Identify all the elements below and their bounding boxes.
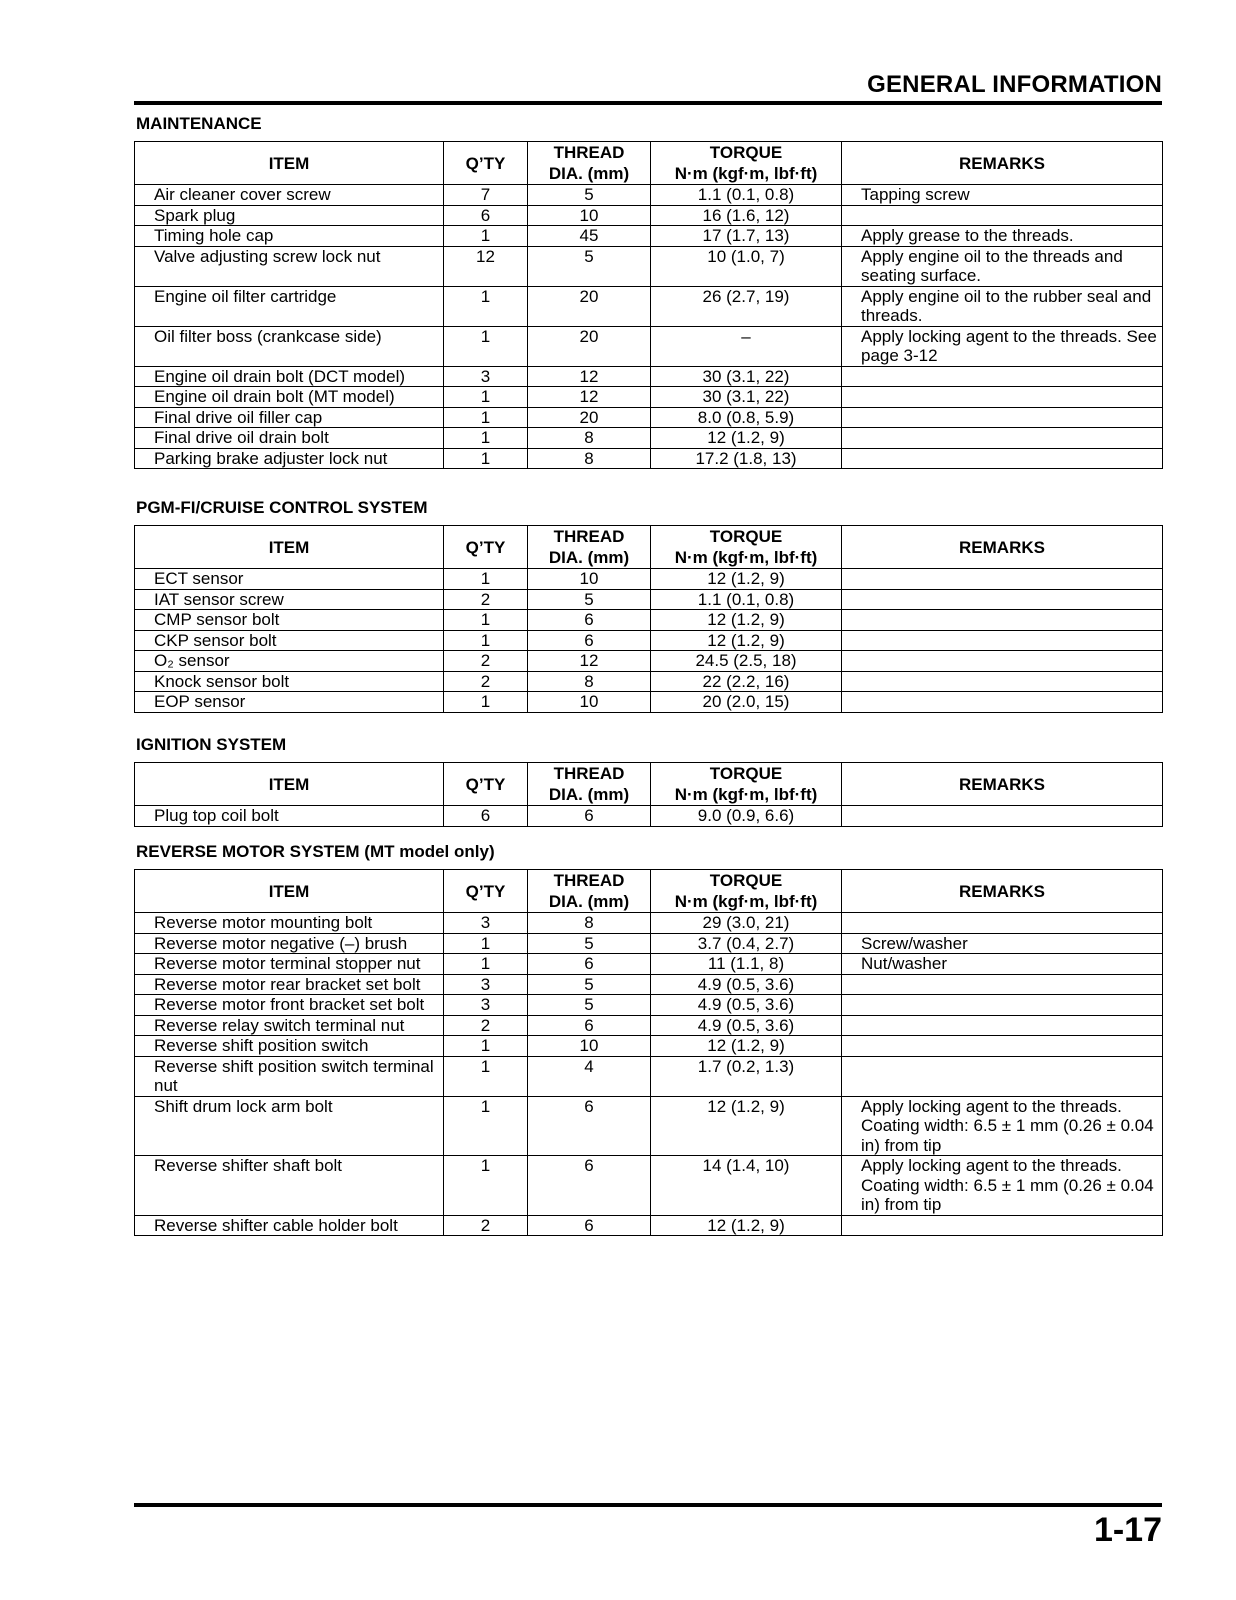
table-row (135, 589, 1163, 610)
section-title: MAINTENANCE (136, 114, 262, 133)
table-header-row (135, 142, 1163, 185)
thread-cell: 12 (528, 651, 651, 672)
torque-table (134, 525, 1163, 713)
item-cell: Spark plug (135, 205, 444, 226)
table-row (135, 651, 1163, 672)
thread-cell: 5 (528, 933, 651, 954)
qty-cell: 2 (444, 589, 528, 610)
qty-cell: 3 (444, 366, 528, 387)
thread-cell: 10 (528, 205, 651, 226)
thread-cell: 10 (528, 692, 651, 713)
column-header-torque (651, 870, 842, 913)
thread-cell: 5 (528, 974, 651, 995)
column-header-item: ITEM (135, 526, 444, 569)
item-cell: Reverse motor front bracket set bolt (135, 995, 444, 1016)
thread-cell: 12 (528, 366, 651, 387)
item-cell: Reverse shift position switch (135, 1036, 444, 1057)
table-row (135, 913, 1163, 934)
table-row (135, 185, 1163, 206)
thread-cell: 12 (528, 387, 651, 408)
table-row (135, 671, 1163, 692)
remarks-cell (842, 407, 1163, 428)
table-row (135, 1096, 1163, 1156)
column-header-thread (528, 870, 651, 913)
item-cell: Final drive oil drain bolt (135, 428, 444, 449)
thread-header-line1: THREAD (553, 527, 625, 546)
torque-header-line1: TORQUE (709, 527, 783, 546)
item-cell: Plug top coil bolt (135, 806, 444, 827)
thread-header-line1: THREAD (553, 764, 625, 783)
qty-cell: 2 (444, 1215, 528, 1236)
torque-cell: 14 (1.4, 10) (651, 1156, 842, 1216)
torque-cell: 17 (1.7, 13) (651, 226, 842, 247)
qty-cell: 1 (444, 448, 528, 469)
qty-cell: 7 (444, 185, 528, 206)
qty-cell: 1 (444, 286, 528, 326)
item-cell: IAT sensor screw (135, 589, 444, 610)
torque-header-line2: N·m (kgf·m, lbf·ft) (674, 892, 818, 911)
torque-cell: 1.1 (0.1, 0.8) (651, 589, 842, 610)
torque-header-line1: TORQUE (709, 764, 783, 783)
remarks-cell (842, 610, 1163, 631)
remarks-cell (842, 806, 1163, 827)
qty-cell: 12 (444, 246, 528, 286)
table-row (135, 366, 1163, 387)
table-row (135, 407, 1163, 428)
thread-cell: 6 (528, 954, 651, 975)
qty-cell: 1 (444, 630, 528, 651)
thread-cell: 8 (528, 448, 651, 469)
column-header-remarks: REMARKS (842, 526, 1163, 569)
torque-cell: 12 (1.2, 9) (651, 428, 842, 449)
table-row (135, 630, 1163, 651)
torque-cell: 12 (1.2, 9) (651, 630, 842, 651)
qty-cell: 1 (444, 933, 528, 954)
torque-cell: 9.0 (0.9, 6.6) (651, 806, 842, 827)
table-row (135, 954, 1163, 975)
column-header-item: ITEM (135, 142, 444, 185)
item-cell: Valve adjusting screw lock nut (135, 246, 444, 286)
remarks-cell (842, 387, 1163, 408)
remarks-cell (842, 428, 1163, 449)
item-cell: EOP sensor (135, 692, 444, 713)
torque-cell: 4.9 (0.5, 3.6) (651, 974, 842, 995)
remarks-cell (842, 589, 1163, 610)
section-title: IGNITION SYSTEM (136, 735, 287, 754)
torque-cell: – (651, 326, 842, 366)
remarks-cell (842, 692, 1163, 713)
column-header-remarks: REMARKS (842, 870, 1163, 913)
item-cell: Reverse motor terminal stopper nut (135, 954, 444, 975)
torque-cell: 12 (1.2, 9) (651, 610, 842, 631)
qty-cell: 3 (444, 974, 528, 995)
column-header-item: ITEM (135, 763, 444, 806)
thread-cell: 8 (528, 671, 651, 692)
thread-cell: 8 (528, 913, 651, 934)
torque-cell: 11 (1.1, 8) (651, 954, 842, 975)
item-cell: Reverse relay switch terminal nut (135, 1015, 444, 1036)
remarks-cell: Apply engine oil to the rubber seal and threads. (842, 286, 1163, 326)
remarks-cell (842, 671, 1163, 692)
remarks-cell (842, 913, 1163, 934)
remarks-cell (842, 1056, 1163, 1096)
table-row (135, 1215, 1163, 1236)
table-row (135, 806, 1163, 827)
thread-cell: 45 (528, 226, 651, 247)
torque-cell: 8.0 (0.8, 5.9) (651, 407, 842, 428)
remarks-cell (842, 448, 1163, 469)
thread-header-line2: DIA. (mm) (548, 892, 630, 911)
remarks-cell: Tapping screw (842, 185, 1163, 206)
remarks-cell (842, 1215, 1163, 1236)
torque-cell: 4.9 (0.5, 3.6) (651, 995, 842, 1016)
table-row (135, 387, 1163, 408)
torque-cell: 12 (1.2, 9) (651, 569, 842, 590)
thread-cell: 4 (528, 1056, 651, 1096)
table-row (135, 448, 1163, 469)
table-row (135, 428, 1163, 449)
remarks-cell (842, 569, 1163, 590)
table-row (135, 933, 1163, 954)
section-title: REVERSE MOTOR SYSTEM (MT model only) (136, 842, 495, 861)
item-cell: O₂ sensor (135, 651, 444, 672)
qty-cell: 2 (444, 671, 528, 692)
torque-header-line2: N·m (kgf·m, lbf·ft) (674, 164, 818, 183)
qty-cell: 2 (444, 1015, 528, 1036)
remarks-cell (842, 651, 1163, 672)
item-cell: Engine oil filter cartridge (135, 286, 444, 326)
table-row (135, 246, 1163, 286)
thread-cell: 20 (528, 286, 651, 326)
torque-cell: 24.5 (2.5, 18) (651, 651, 842, 672)
item-cell: Reverse motor negative (–) brush (135, 933, 444, 954)
torque-header-line2: N·m (kgf·m, lbf·ft) (674, 785, 818, 804)
torque-table (134, 762, 1163, 827)
section-title: PGM-FI/CRUISE CONTROL SYSTEM (136, 498, 428, 517)
item-cell: Engine oil drain bolt (MT model) (135, 387, 444, 408)
table-header-row (135, 763, 1163, 806)
torque-cell: 4.9 (0.5, 3.6) (651, 1015, 842, 1036)
thread-cell: 5 (528, 995, 651, 1016)
table-row (135, 995, 1163, 1016)
remarks-cell (842, 995, 1163, 1016)
item-cell: ECT sensor (135, 569, 444, 590)
thread-cell: 6 (528, 630, 651, 651)
torque-header-line1: TORQUE (709, 871, 783, 890)
qty-cell: 1 (444, 1056, 528, 1096)
remarks-cell (842, 1036, 1163, 1057)
section-maintenance (134, 114, 1162, 469)
remarks-cell (842, 205, 1163, 226)
qty-cell: 3 (444, 995, 528, 1016)
column-header-qty: Q’TY (444, 142, 528, 185)
item-cell: Reverse motor rear bracket set bolt (135, 974, 444, 995)
item-cell: Parking brake adjuster lock nut (135, 448, 444, 469)
torque-cell: 30 (3.1, 22) (651, 387, 842, 408)
thread-cell: 6 (528, 806, 651, 827)
thread-cell: 6 (528, 1156, 651, 1216)
qty-cell: 1 (444, 326, 528, 366)
thread-header-line1: THREAD (553, 143, 625, 162)
table-row (135, 610, 1163, 631)
item-cell: Timing hole cap (135, 226, 444, 247)
thread-cell: 20 (528, 407, 651, 428)
item-cell: CMP sensor bolt (135, 610, 444, 631)
item-cell: CKP sensor bolt (135, 630, 444, 651)
remarks-cell: Apply locking agent to the threads. Coating width: 6.5 ± 1 mm (0.26 ± 0.04 in) from tip (842, 1096, 1163, 1156)
remarks-cell: Apply locking agent to the threads. See page 3-12 (842, 326, 1163, 366)
table-row (135, 226, 1163, 247)
thread-cell: 8 (528, 428, 651, 449)
torque-table (134, 869, 1163, 1236)
qty-cell: 1 (444, 387, 528, 408)
column-header-thread (528, 142, 651, 185)
qty-cell: 1 (444, 569, 528, 590)
qty-cell: 1 (444, 428, 528, 449)
torque-table (134, 141, 1163, 469)
qty-cell: 1 (444, 692, 528, 713)
table-row (135, 569, 1163, 590)
qty-cell: 1 (444, 1156, 528, 1216)
thread-cell: 5 (528, 246, 651, 286)
column-header-qty: Q’TY (444, 870, 528, 913)
qty-cell: 1 (444, 954, 528, 975)
qty-cell: 6 (444, 205, 528, 226)
column-header-torque (651, 763, 842, 806)
table-header-row (135, 526, 1163, 569)
torque-cell: 3.7 (0.4, 2.7) (651, 933, 842, 954)
column-header-remarks: REMARKS (842, 763, 1163, 806)
item-cell: Reverse shifter shaft bolt (135, 1156, 444, 1216)
header-rule (134, 101, 1162, 105)
thread-cell: 5 (528, 185, 651, 206)
section-pgm-fi (134, 498, 1162, 713)
page-number: 1-17 (1093, 1511, 1162, 1549)
torque-cell: 1.7 (0.2, 1.3) (651, 1056, 842, 1096)
remarks-cell (842, 630, 1163, 651)
item-cell: Reverse shifter cable holder bolt (135, 1215, 444, 1236)
thread-cell: 6 (528, 1015, 651, 1036)
remarks-cell: Apply engine oil to the threads and seating surface. (842, 246, 1163, 286)
torque-cell: 30 (3.1, 22) (651, 366, 842, 387)
qty-cell: 1 (444, 1036, 528, 1057)
column-header-remarks: REMARKS (842, 142, 1163, 185)
torque-cell: 20 (2.0, 15) (651, 692, 842, 713)
torque-cell: 10 (1.0, 7) (651, 246, 842, 286)
thread-cell: 10 (528, 569, 651, 590)
section-ignition (134, 735, 1162, 827)
qty-cell: 1 (444, 407, 528, 428)
table-header-row (135, 870, 1163, 913)
qty-cell: 1 (444, 1096, 528, 1156)
item-cell: Shift drum lock arm bolt (135, 1096, 444, 1156)
item-cell: Final drive oil filler cap (135, 407, 444, 428)
column-header-torque (651, 526, 842, 569)
item-cell: Reverse shift position switch terminal nut (135, 1056, 444, 1096)
column-header-item: ITEM (135, 870, 444, 913)
torque-cell: 17.2 (1.8, 13) (651, 448, 842, 469)
thread-header-line2: DIA. (mm) (548, 785, 630, 804)
thread-header-line2: DIA. (mm) (548, 164, 630, 183)
table-row (135, 1156, 1163, 1216)
column-header-thread (528, 526, 651, 569)
item-cell: Knock sensor bolt (135, 671, 444, 692)
item-cell: Engine oil drain bolt (DCT model) (135, 366, 444, 387)
remarks-cell (842, 1015, 1163, 1036)
remarks-cell (842, 974, 1163, 995)
qty-cell: 2 (444, 651, 528, 672)
table-row (135, 974, 1163, 995)
table-row (135, 1015, 1163, 1036)
thread-cell: 6 (528, 1096, 651, 1156)
remarks-cell: Screw/washer (842, 933, 1163, 954)
remarks-cell (842, 366, 1163, 387)
column-header-torque (651, 142, 842, 185)
qty-cell: 6 (444, 806, 528, 827)
torque-cell: 1.1 (0.1, 0.8) (651, 185, 842, 206)
table-row (135, 205, 1163, 226)
thread-cell: 20 (528, 326, 651, 366)
page-title: GENERAL INFORMATION (867, 71, 1162, 98)
remarks-cell: Apply locking agent to the threads. Coating width: 6.5 ± 1 mm (0.26 ± 0.04 in) from tip (842, 1156, 1163, 1216)
torque-cell: 26 (2.7, 19) (651, 286, 842, 326)
remarks-cell: Nut/washer (842, 954, 1163, 975)
column-header-qty: Q’TY (444, 763, 528, 806)
torque-cell: 12 (1.2, 9) (651, 1036, 842, 1057)
torque-cell: 16 (1.6, 12) (651, 205, 842, 226)
table-row (135, 326, 1163, 366)
qty-cell: 1 (444, 226, 528, 247)
table-row (135, 286, 1163, 326)
torque-cell: 12 (1.2, 9) (651, 1096, 842, 1156)
footer-rule (134, 1503, 1162, 1507)
section-reverse-motor (134, 842, 1162, 1236)
thread-cell: 6 (528, 610, 651, 631)
table-row (135, 1056, 1163, 1096)
qty-cell: 1 (444, 610, 528, 631)
thread-header-line1: THREAD (553, 871, 625, 890)
torque-cell: 29 (3.0, 21) (651, 913, 842, 934)
column-header-thread (528, 763, 651, 806)
table-row (135, 692, 1163, 713)
thread-cell: 5 (528, 589, 651, 610)
item-cell: Air cleaner cover screw (135, 185, 444, 206)
thread-cell: 6 (528, 1215, 651, 1236)
item-cell: Oil filter boss (crankcase side) (135, 326, 444, 366)
remarks-cell: Apply grease to the threads. (842, 226, 1163, 247)
torque-header-line2: N·m (kgf·m, lbf·ft) (674, 548, 818, 567)
torque-cell: 22 (2.2, 16) (651, 671, 842, 692)
torque-header-line1: TORQUE (709, 143, 783, 162)
torque-cell: 12 (1.2, 9) (651, 1215, 842, 1236)
column-header-qty: Q’TY (444, 526, 528, 569)
qty-cell: 3 (444, 913, 528, 934)
table-row (135, 1036, 1163, 1057)
thread-header-line2: DIA. (mm) (548, 548, 630, 567)
item-cell: Reverse motor mounting bolt (135, 913, 444, 934)
thread-cell: 10 (528, 1036, 651, 1057)
